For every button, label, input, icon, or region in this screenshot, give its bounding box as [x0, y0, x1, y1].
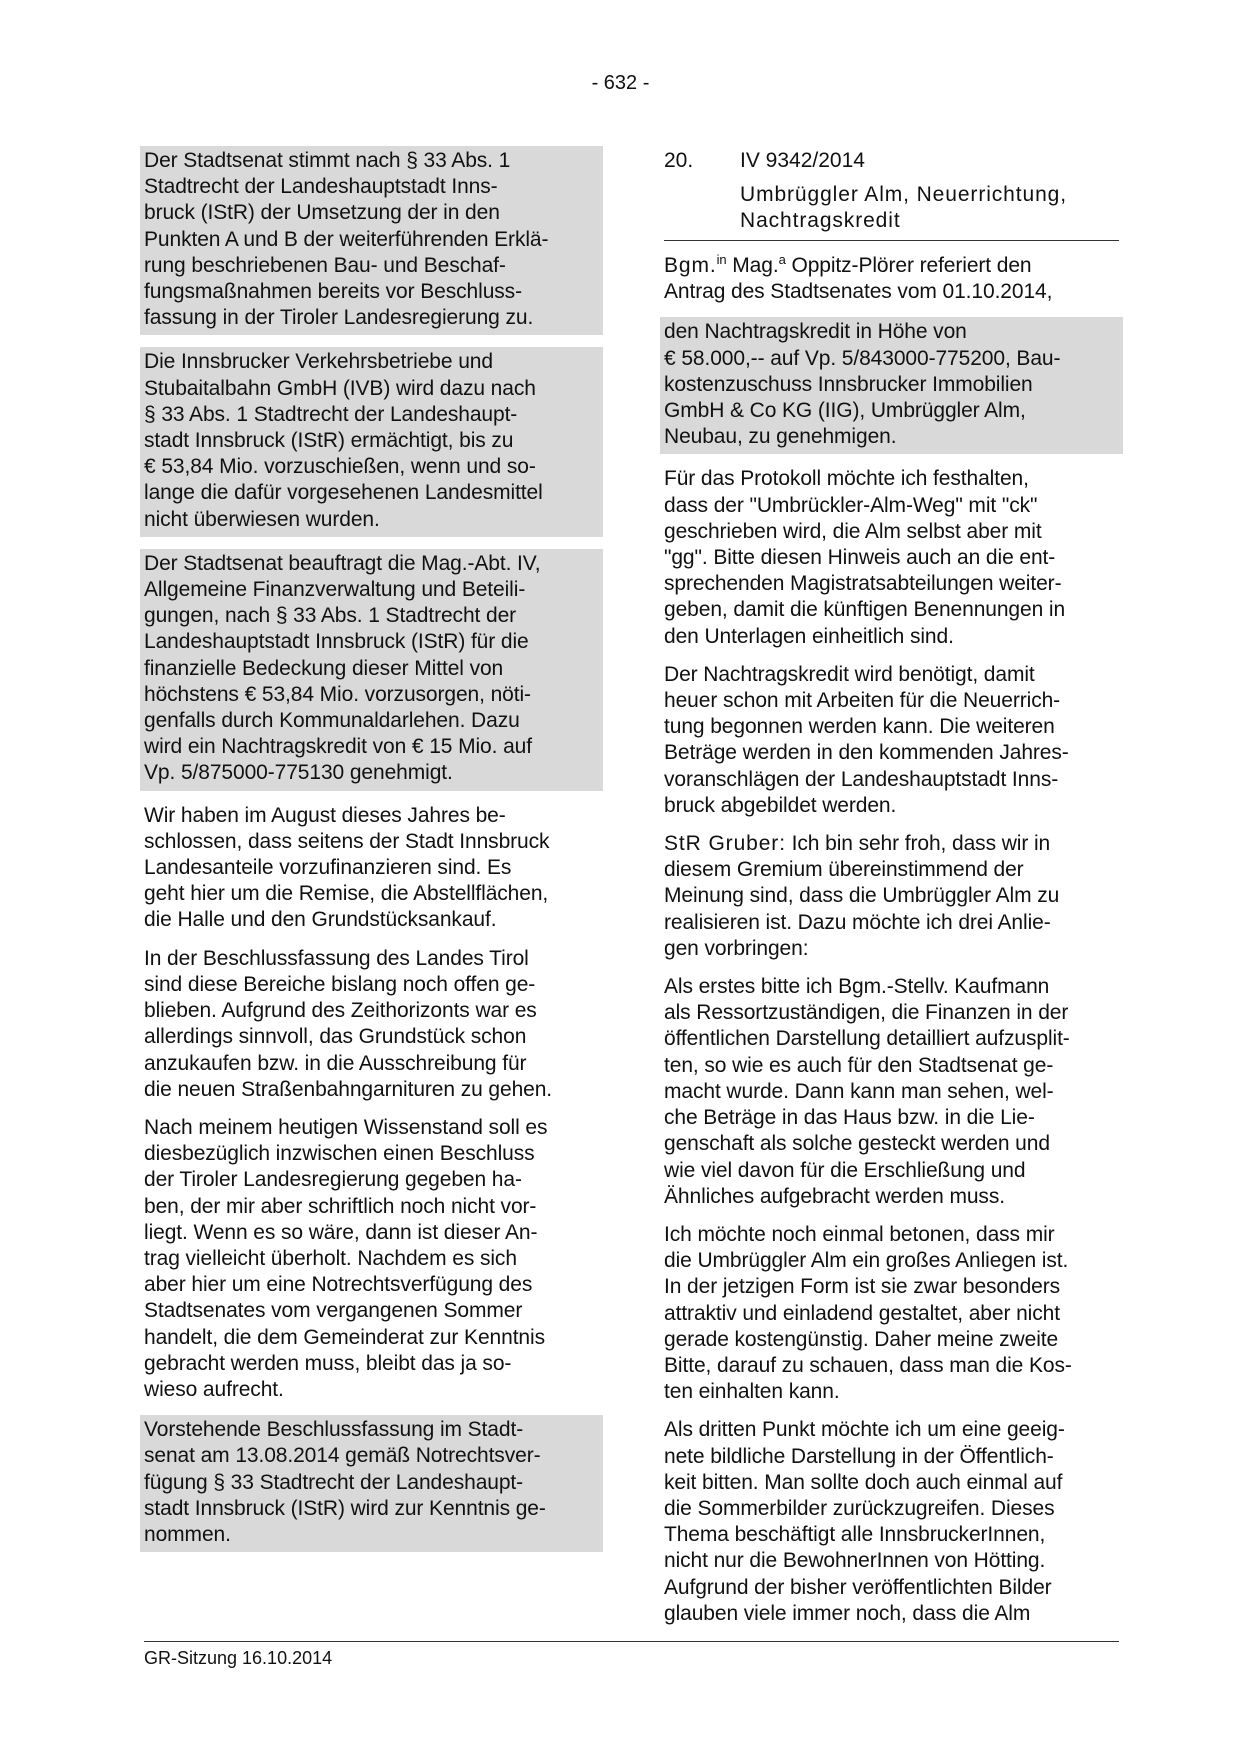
speaker-text: Ich bin sehr froh, dass wir in diesem Gremium übereinstimmend der Meinung sind, dass die Umbrüggler Alm zu realisieren ist. Dazu möchte ich drei Anlie- gen vorbringen: [664, 832, 1060, 960]
agenda-item-header [664, 148, 1119, 174]
resolution-note: Vorstehende Beschlussfassung im Stadt- senat am 13.08.2014 gemäß Notrechtsver- fügung § 33 Stadtrecht der Landeshaupt- stadt Innsbruck (IStR) wird zur Kenntnis ge- nommen. [140, 1415, 603, 1552]
body-paragraph: Der Nachtragskredit wird benötigt, damit heuer schon mit Arbeiten für die Neuerrich- tung begonnen werden kann. Die weiteren Beträge werden in den kommenden Jahres- voranschlägen der Landeshauptstadt Inns- bruck abgebildet werden. [664, 662, 1069, 817]
agenda-divider [664, 240, 1119, 241]
body-paragraph: Nach meinem heutigen Wissenstand soll es diesbezüglich inzwischen einen Beschluss der Tiroler Landesregierung gegeben ha- ben, der mir aber schriftlich noch nicht vor- liegt. Wenn es so wäre, dann ist dieser An- trag vielleicht überholt. Nachdem es sich aber hier um eine Notrechtsverfügung des Stadtsenates vom vergangenen Sommer handelt, die dem Gemeinderat zur Kenntnis gebracht werden muss, bleibt das ja so- wieso aufrecht. [144, 1115, 548, 1401]
left-column [144, 146, 599, 1564]
body-paragraph: Als dritten Punkt möchte ich um eine geeig- nete bildliche Darstellung in der Öffentlich- keit bitten. Man sollte doch auch einmal auf die Sommerbilder zurückzugreifen. Dieses Thema beschäftigt alle InnsbruckerInnen, nicht nur die BewohnerInnen von Hötting. Aufgrund der bisher veröffentlichten Bilder glauben viele immer noch, dass die Alm [664, 1418, 1065, 1625]
speaker-text: Oppitz-Plörer referiert den Antrag des Stadtsenates vom 01.10.2014, [664, 254, 1053, 304]
resolution-paragraph-2: Die Innsbrucker Verkehrsbetriebe und Stubaitalbahn GmbH (IVB) wird dazu nach § 33 Abs. 1 Stadtrecht der Landeshaupt- stadt Innsbruck (IStR) ermächtigt, bis zu € 53,84 Mio. vorzuschießen, wenn und so- lange die dafür vorgesehenen Landesmittel nicht überwiesen wurden. [140, 347, 603, 536]
page-number: - 632 - [591, 72, 650, 94]
footer-divider [144, 1641, 1119, 1642]
resolution-paragraph-1: Der Stadtsenat stimmt nach § 33 Abs. 1 Stadtrecht der Landeshauptstadt Inns- bruck (IStR) der Umsetzung der in den Punkten A und B der weiterführenden Erklä- rung beschriebenen Bau- und Beschaf- fungsmaßnahmen bereits vor Beschluss- fassung in der Tiroler Landesregierung zu. [140, 146, 603, 335]
speaker-paragraph [664, 253, 1119, 305]
right-column [664, 146, 1119, 1639]
body-paragraph: Für das Protokoll möchte ich festhalten, dass der "Umbrückler-Alm-Weg" mit "ck" geschrieben wird, die Alm selbst aber mit "gg". Bitte diesen Hinweis auch an die ent- sprechenden Magistratsabteilungen weiter- geben, damit die künftigen Benennungen in den Unterlagen einheitlich sind. [664, 467, 1066, 648]
agenda-number: 20. [664, 149, 694, 172]
footer-session-date: GR-Sitzung 16.10.2014 [144, 1648, 333, 1668]
body-paragraph: Wir haben im August dieses Jahres be- schlossen, dass seitens der Stadt Innsbruck Landesanteile vorzufinanzieren sind. Es geht hier um die Remise, die Abstellflächen, die Halle und den Grundstücksankauf. [144, 803, 550, 932]
resolution-paragraph-3: Der Stadtsenat beauftragt die Mag.-Abt. IV, Allgemeine Finanzverwaltung und Beteili- gungen, nach § 33 Abs. 1 Stadtrecht der Landeshauptstadt Innsbruck (IStR) für die finanzielle Bedeckung dieser Mittel von höchstens € 53,84 Mio. vorzusorgen, nöti- genfalls durch Kommunaldarlehen. Dazu wird ein Nachtragskredit von € 15 Mio. auf Vp. 5/875000-775130 genehmigt. [140, 549, 603, 791]
motion-paragraph: den Nachtragskredit in Höhe von € 58.000,-- auf Vp. 5/843000-775200, Bau- kostenzuschuss Innsbrucker Immobilien GmbH & Co KG (IIG), Umbrüggler Alm, Neubau, zu genehmigen. [660, 317, 1123, 454]
speaker-paragraph [664, 831, 1119, 962]
speaker-sup-in: in [716, 252, 727, 267]
speaker-sup-a: a [778, 252, 786, 267]
speaker-name: StR Gruber: [664, 832, 786, 856]
body-paragraph: Ich möchte noch einmal betonen, dass mir die Umbrüggler Alm ein großes Anliegen ist. In der jetzigen Form ist sie zwar besonders attraktiv und einladend gestaltet, aber nicht gerade kostengünstig. Daher meine zweite Bitte, darauf zu schauen, dass man die Kos- ten einhalten kann. [664, 1222, 1072, 1404]
agenda-title: Umbrüggler Alm, Neuerrichtung, Nachtragskredit [740, 183, 1067, 232]
body-paragraph: In der Beschlussfassung des Landes Tirol sind diese Bereiche bislang noch offen ge- blieben. Aufgrund des Zeithorizonts war es allerdings sinnvoll, das Grundstück schon anzukaufen bzw. in die Ausschreibung für die neuen Straßenbahngarnituren zu gehen. [144, 946, 553, 1101]
speaker-mag: Mag. [726, 254, 779, 277]
body-paragraph: Als erstes bitte ich Bgm.-Stellv. Kaufmann als Ressortzuständigen, die Finanzen in der öffentlichen Darstellung detailliert aufzusplit- ten, so wie es auch für den Stadtsenat ge- macht wurde. Dann kann man sehen, wel- che Beträge in das Haus bzw. in die Lie- genschaft als solche gesteckt werden und wie viel davon für die Erschließung und Ähnliches aufgebracht werden muss. [664, 975, 1070, 1208]
speaker-bgm: Bgm. [664, 254, 717, 277]
agenda-reference: IV 9342/2014 [740, 149, 865, 172]
